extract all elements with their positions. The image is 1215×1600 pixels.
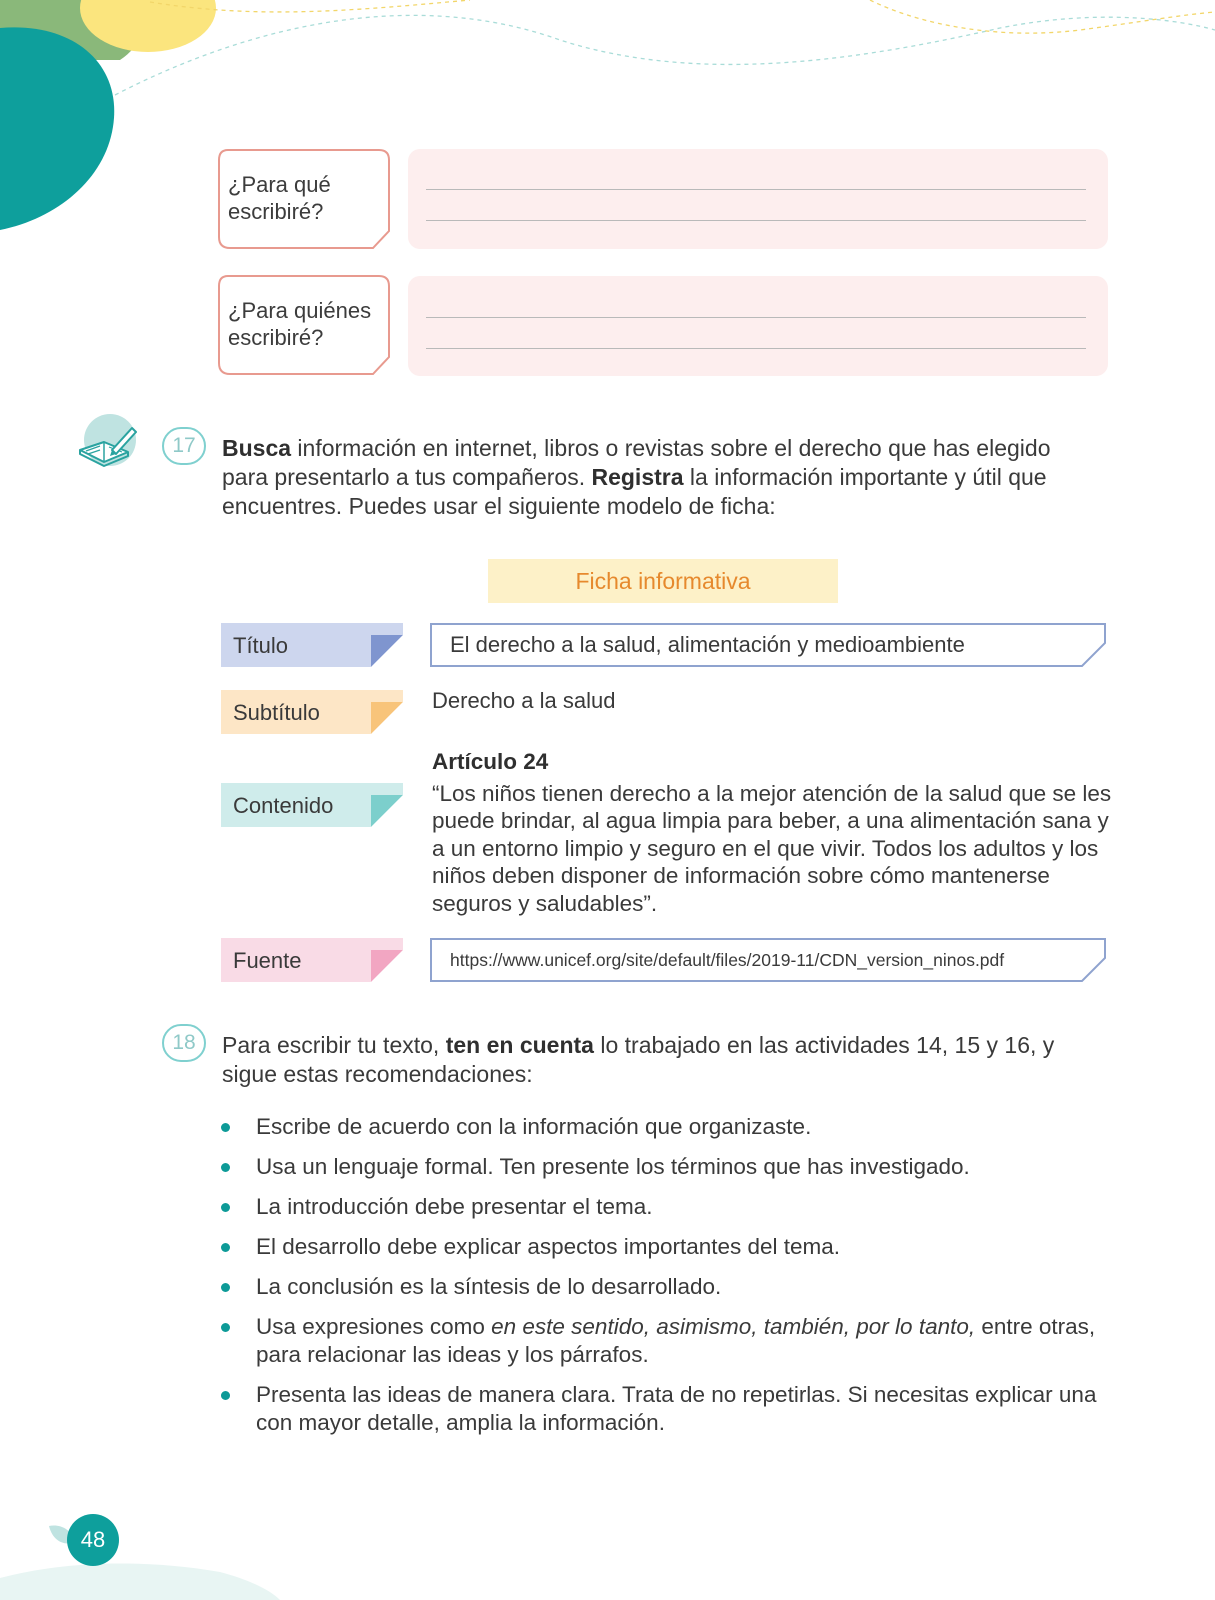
list-item: Usa un lenguaje formal. Ten presente los términos que has investigado. — [220, 1153, 1100, 1181]
list-item: Presenta las ideas de manera clara. Trata de no repetirlas. Si necesitas explicar una con mayor detalle, amplia la información. — [220, 1381, 1100, 1437]
titulo-field[interactable] — [430, 623, 1106, 667]
bottom-teal-wave — [0, 1563, 280, 1600]
dashed-wave-yellow — [150, 0, 1215, 33]
answer-area-para-quienes[interactable] — [408, 276, 1108, 376]
answer-line — [426, 317, 1086, 318]
instruction-text: información en internet, libros o revistas sobre el derecho que has elegido para presentarlo a tus compañeros. — [222, 435, 1051, 490]
tag-fold — [371, 635, 403, 667]
bullet-text: entre otras, para relacionar las ideas y los párrafos. — [256, 1314, 1096, 1367]
instruction-text: lo trabajado en las actividades 14, 15 y 16, y sigue estas recomendaciones: — [222, 1032, 1055, 1087]
titulo-value: El derecho a la salud, alimentación y medioambiente — [450, 632, 965, 657]
keyword-registra: Registra — [591, 464, 684, 490]
question-label-para-quienes — [218, 275, 390, 373]
answer-area-para-que[interactable] — [408, 149, 1108, 249]
answer-line — [426, 189, 1086, 190]
question-label-para-que — [218, 149, 390, 247]
activity-number-18: 18 — [162, 1024, 206, 1062]
tag-contenido — [221, 783, 403, 827]
activity-number-17: 17 — [162, 427, 206, 465]
contenido-block — [432, 748, 1112, 917]
question-text-line1: ¿Para qué — [228, 172, 331, 197]
ficha-title: Ficha informativa — [488, 559, 838, 603]
list-item: Escribe de acuerdo con la información que organizaste. — [220, 1113, 1100, 1141]
keyword-ten-en-cuenta: ten en cuenta — [445, 1032, 594, 1058]
bullet-italic-expressions: en este sentido, asimismo, también, por lo tanto, — [491, 1314, 976, 1339]
tag-subtitulo — [221, 690, 403, 734]
tag-label: Título — [233, 633, 289, 658]
answer-line — [426, 220, 1086, 221]
question-text-line1: ¿Para quiénes — [228, 298, 372, 323]
tag-label: Contenido — [233, 793, 334, 818]
list-item: El desarrollo debe explicar aspectos importantes del tema. — [220, 1233, 1100, 1261]
tag-fold — [371, 950, 403, 982]
contenido-text: “Los niños tienen derecho a la mejor atención de la salud que se les puede brindar, al agua limpia para beber, a una alimentación sana y a un entorno limpio y seguro en el que vivir. Todos los adultos y los niños deben disponer de información sobre cómo mantenerse seguros y saludables”. — [432, 780, 1112, 916]
question-text-line2: escribiré? — [228, 199, 324, 224]
contenido-heading: Artículo 24 — [432, 749, 549, 774]
tag-label: Subtítulo — [233, 700, 320, 725]
dashed-wave-teal — [115, 15, 1215, 95]
activity-17-instructions — [222, 434, 1052, 521]
activity-18-instructions — [222, 1031, 1102, 1089]
tag-fold — [371, 702, 403, 734]
instruction-text: Para escribir tu texto, — [222, 1032, 446, 1058]
tag-label: Fuente — [233, 948, 302, 973]
keyword-busca: Busca — [222, 435, 292, 461]
fuente-field[interactable] — [430, 938, 1106, 982]
list-item — [220, 1313, 1100, 1369]
list-item: La conclusión es la síntesis de lo desarrollado. — [220, 1273, 1100, 1301]
recommendations-list — [220, 1113, 1100, 1449]
question-text-line2: escribiré? — [228, 325, 324, 350]
subtitulo-value: Derecho a la salud — [432, 688, 616, 713]
answer-line — [426, 348, 1086, 349]
bullet-text: Usa expresiones como — [256, 1314, 492, 1339]
tag-fuente — [221, 938, 403, 982]
notebook-pencil-icon — [76, 414, 138, 474]
page-number: 48 — [67, 1514, 119, 1566]
fuente-url: https://www.unicef.org/site/default/files/2019-11/CDN_version_ninos.pdf — [450, 950, 1005, 970]
list-item: La introducción debe presentar el tema. — [220, 1193, 1100, 1221]
tag-fold — [371, 795, 403, 827]
instruction-text: la información importante y útil que encuentres. Puedes usar el siguiente modelo de ficha: — [222, 464, 1047, 519]
tag-titulo — [221, 623, 403, 667]
